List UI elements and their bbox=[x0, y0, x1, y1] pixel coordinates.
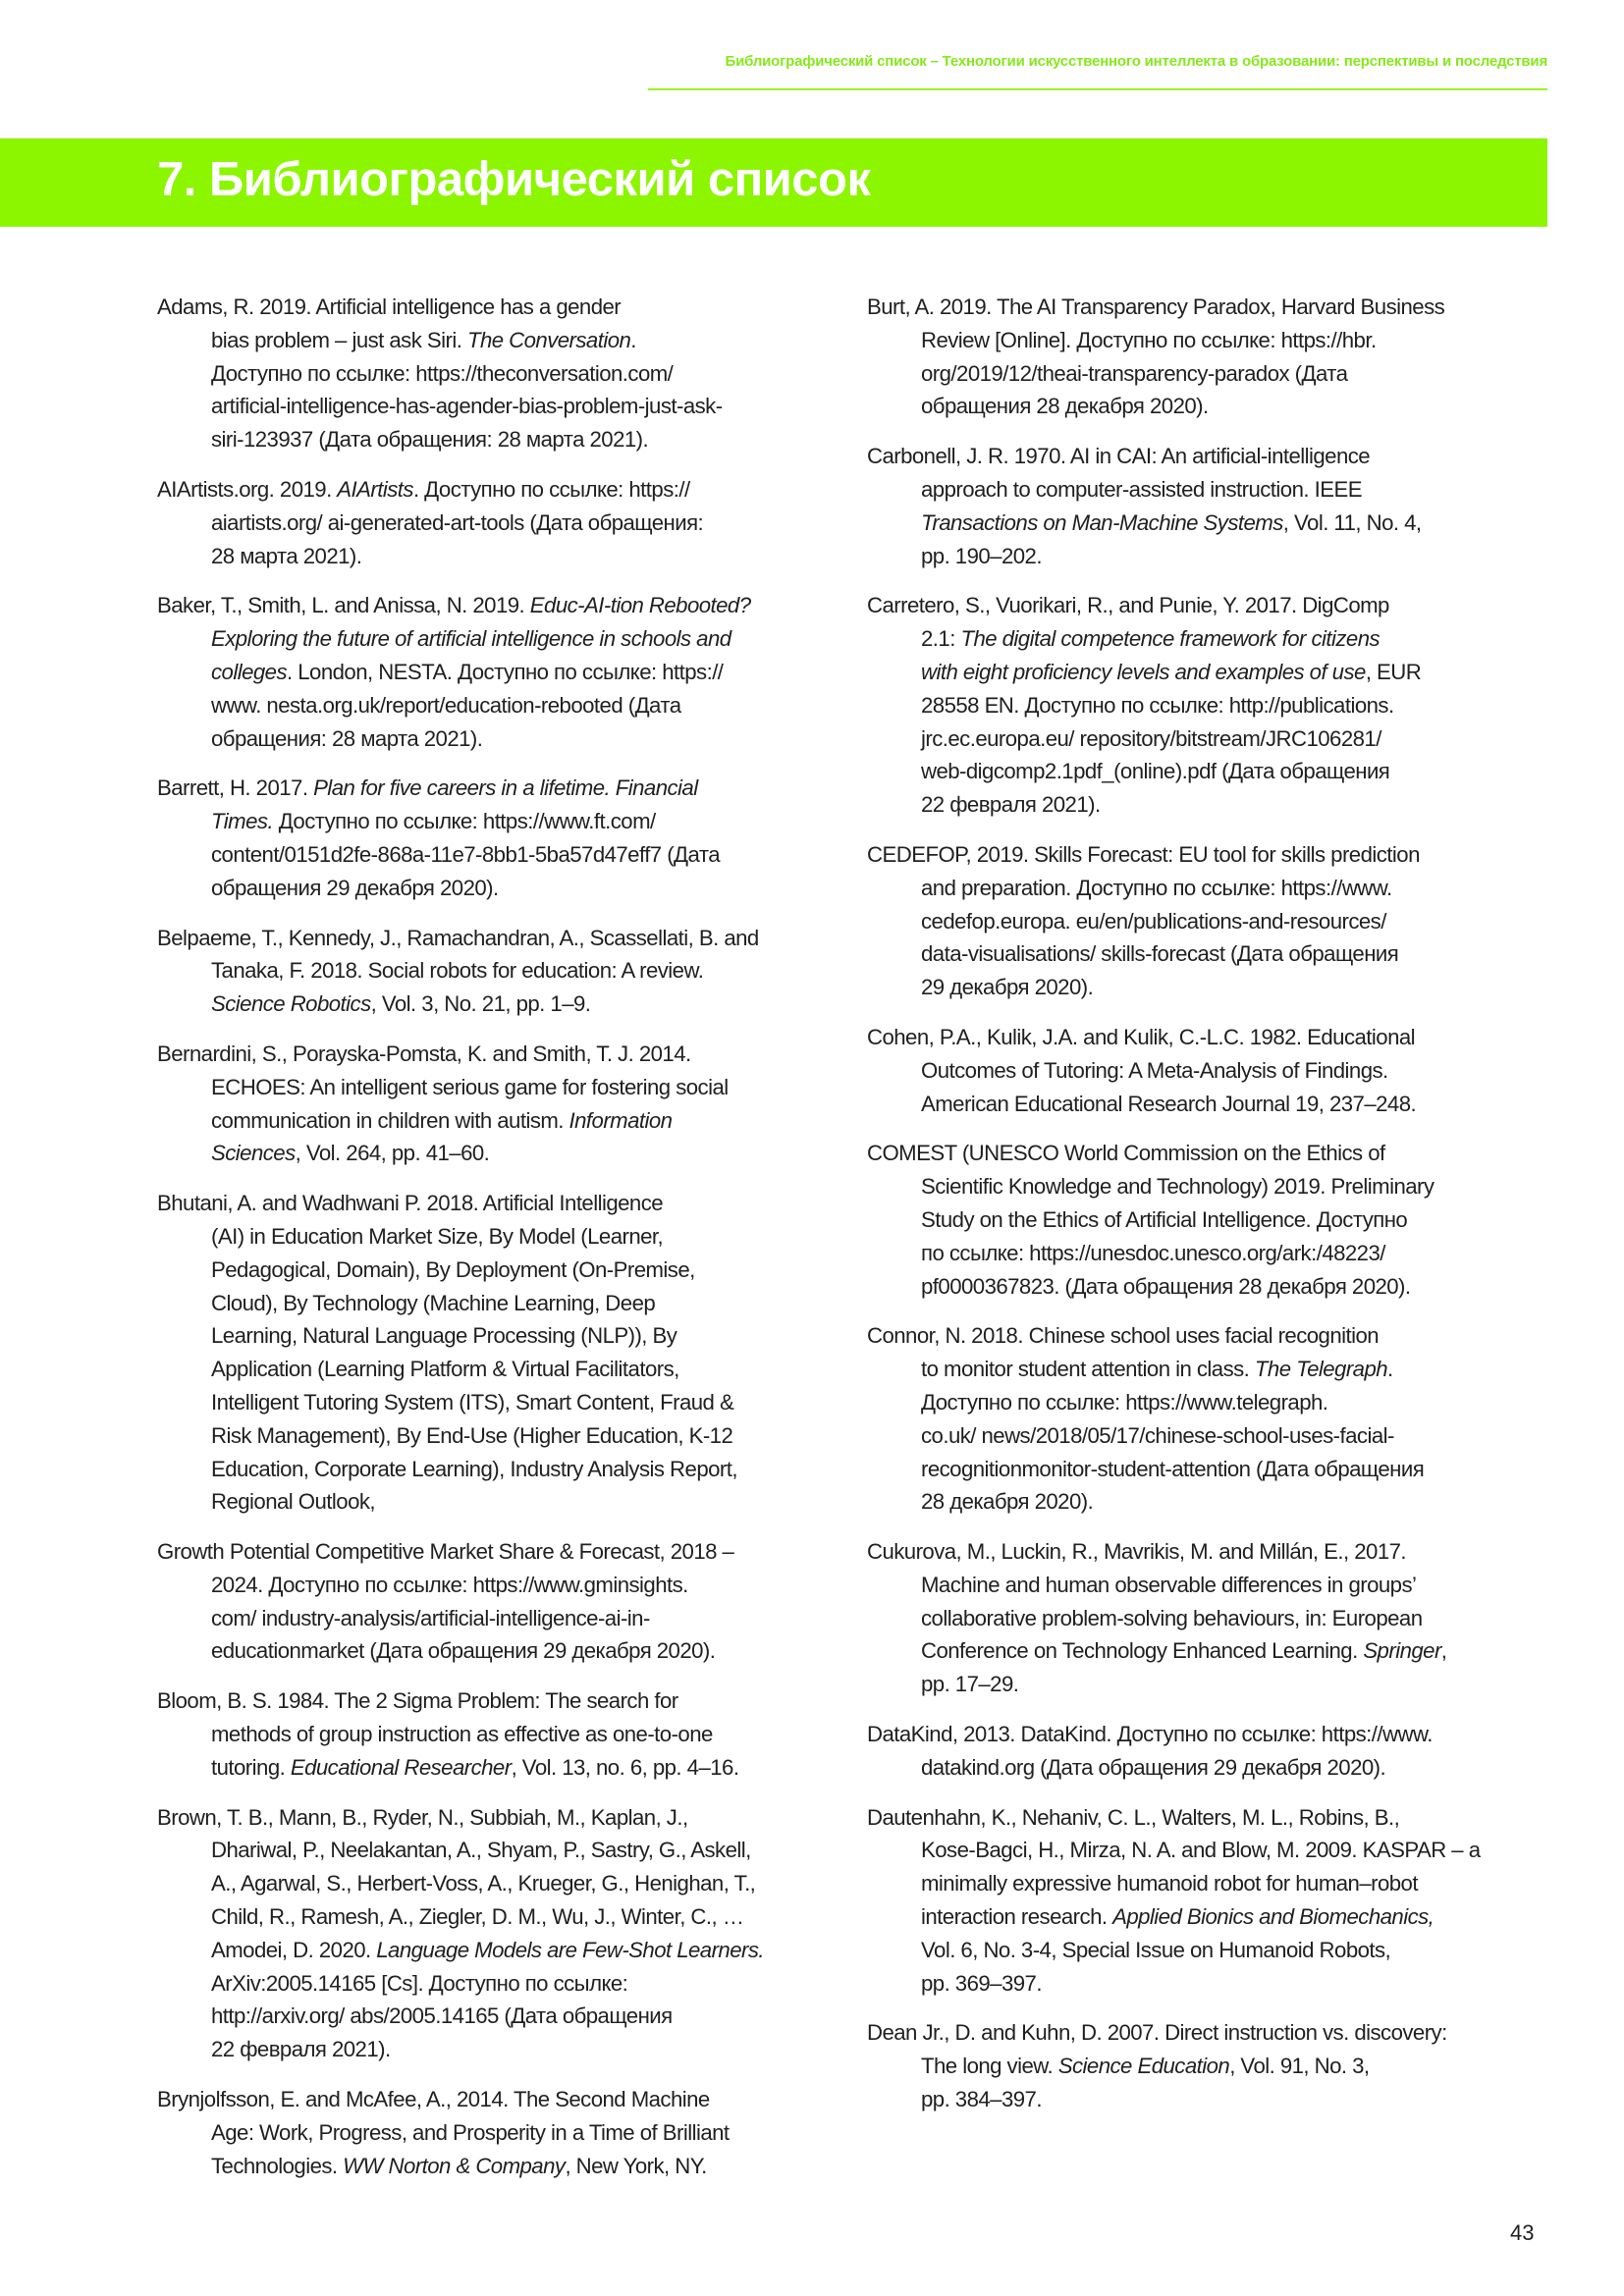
entry-continuation-line: Education, Corporate Learning), Industry Analysis Report, bbox=[211, 1456, 737, 1481]
entry-continuation-line: Risk Management), By End-Use (Higher Education, K-12 bbox=[211, 1422, 733, 1448]
entry-first-line: Cukurova, M., Luckin, R., Mavrikis, M. and Millán, E., 2017. bbox=[867, 1539, 1407, 1565]
entry-continuation-line: Amodei, D. 2020. Language Models are Few-Shot Learners. bbox=[211, 1937, 764, 1962]
section-banner bbox=[0, 138, 1547, 227]
bibliography-column-right bbox=[867, 291, 1554, 2133]
bibliography-entry bbox=[867, 1801, 1554, 2001]
entry-continuation-line: ArXiv:2005.14165 [Cs]. Доступно по ссылке: bbox=[211, 1970, 628, 1996]
entry-first-line: Adams, R. 2019. Artificial intelligence has a gender bbox=[157, 294, 622, 319]
entry-continuation-line: ECHOES: An intelligent serious game for fostering social bbox=[211, 1074, 729, 1099]
entry-continuation-line: Age: Work, Progress, and Prosperity in a Time of Brilliant bbox=[211, 2119, 730, 2145]
entry-continuation-line: data-visualisations/ skills-forecast (Дата обращения bbox=[921, 941, 1399, 967]
entry-continuation-line: to monitor student attention in class. The Telegraph. bbox=[921, 1357, 1393, 1382]
entry-continuation-line: and preparation. Доступно по ссылке: https://www. bbox=[921, 875, 1392, 900]
bibliography-entry bbox=[867, 589, 1554, 822]
entry-first-line: Baker, T., Smith, L. and Anissa, N. 2019. Educ-AI-tion Rebooted? bbox=[157, 593, 751, 618]
entry-continuation-line: pp. 17–29. bbox=[921, 1672, 1019, 1697]
entry-continuation-line: recognitionmonitor-student-attention (Дата обращения bbox=[921, 1456, 1425, 1481]
entry-continuation-line: 22 февраля 2021). bbox=[921, 792, 1101, 818]
entry-continuation-line: co.uk/ news/2018/05/17/chinese-school-uses-facial- bbox=[921, 1422, 1394, 1448]
entry-continuation-line: bias problem – just ask Siri. The Conversation. bbox=[211, 327, 636, 352]
entry-first-line: Dautenhahn, K., Nehaniv, C. L., Walters, M. L., Robins, B., bbox=[867, 1804, 1400, 1830]
entry-first-line: Brown, T. B., Mann, B., Ryder, N., Subbiah, M., Kaplan, J., bbox=[157, 1804, 688, 1830]
bibliography-entry bbox=[867, 1137, 1554, 1303]
entry-first-line: Carretero, S., Vuorikari, R., and Punie, Y. 2017. DigComp bbox=[867, 593, 1389, 618]
entry-first-line: Connor, N. 2018. Chinese school uses facial recognition bbox=[867, 1323, 1380, 1349]
bibliography-entry bbox=[157, 1187, 844, 1519]
entry-continuation-line: Conference on Technology Enhanced Learning. Springer, bbox=[921, 1638, 1447, 1664]
entry-continuation-line: Application (Learning Platform & Virtual Facilitators, bbox=[211, 1357, 679, 1382]
entry-continuation-line: Study on the Ethics of Artificial Intelligence. Доступно bbox=[921, 1206, 1408, 1232]
entry-continuation-line: обращения 29 декабря 2020). bbox=[211, 875, 499, 900]
entry-continuation-line: Kose-Bagci, H., Mirza, N. A. and Blow, M. 2009. KASPAR – a bbox=[921, 1838, 1481, 1863]
entry-first-line: Dean Jr., D. and Kuhn, D. 2007. Direct instruction vs. discovery: bbox=[867, 2020, 1447, 2046]
section-title: 7. Библиографический список bbox=[157, 153, 871, 206]
entry-continuation-line: pp. 190–202. bbox=[921, 543, 1042, 568]
entry-continuation-line: com/ industry-analysis/artificial-intelligence-ai-in- bbox=[211, 1605, 650, 1630]
entry-continuation-line: Доступно по ссылке: https://www.telegraph. bbox=[921, 1389, 1328, 1415]
bibliography-entry bbox=[867, 1535, 1554, 1701]
entry-first-line: Bloom, B. S. 1984. The 2 Sigma Problem: The search for bbox=[157, 1688, 678, 1714]
entry-continuation-line: по ссылке: https://unesdoc.unesco.org/ark:/48223/ bbox=[921, 1240, 1385, 1265]
entry-continuation-line: jrc.ec.europa.eu/ repository/bitstream/JRC106281/ bbox=[921, 725, 1381, 751]
bibliography-entry bbox=[157, 772, 844, 904]
entry-continuation-line: web-digcomp2.1pdf_(online).pdf (Дата обращения bbox=[921, 759, 1390, 784]
bibliography-column-left bbox=[157, 291, 844, 2199]
entry-first-line: Burt, A. 2019. The AI Transparency Paradox, Harvard Business bbox=[867, 294, 1445, 319]
entry-continuation-line: Outcomes of Tutoring: A Meta-Analysis of Findings. bbox=[921, 1057, 1388, 1083]
entry-continuation-line: Learning, Natural Language Processing (NLP)), By bbox=[211, 1323, 677, 1349]
entry-first-line: DataKind, 2013. DataKind. Доступно по ссылке: https://www. bbox=[867, 1722, 1433, 1747]
entry-continuation-line: tutoring. Educational Researcher, Vol. 13, no. 6, pp. 4–16. bbox=[211, 1754, 739, 1780]
entry-continuation-line: www. nesta.org.uk/report/education-rebooted (Дата bbox=[211, 692, 681, 718]
entry-continuation-line: with eight proficiency levels and examples of use, EUR bbox=[921, 659, 1422, 684]
entry-continuation-line: collaborative problem-solving behaviours, in: European bbox=[921, 1605, 1423, 1630]
bibliography-entry bbox=[157, 1801, 844, 2066]
entry-continuation-line: cedefop.europa. eu/en/publications-and-resources/ bbox=[921, 908, 1386, 934]
bibliography-entry bbox=[867, 440, 1554, 572]
entry-continuation-line: Dhariwal, P., Neelakantan, A., Shyam, P., Sastry, G., Askell, bbox=[211, 1838, 751, 1863]
entry-continuation-line: siri-123937 (Дата обращения: 28 марта 2021). bbox=[211, 427, 649, 453]
bibliography-entry bbox=[867, 291, 1554, 423]
entry-continuation-line: 2024. Доступно по ссылке: https://www.gminsights. bbox=[211, 1572, 688, 1597]
entry-first-line: CEDEFOP, 2019. Skills Forecast: EU tool for skills prediction bbox=[867, 841, 1420, 867]
entry-continuation-line: 28 декабря 2020). bbox=[921, 1489, 1094, 1515]
entry-continuation-line: (AI) in Education Market Size, By Model (Learner, bbox=[211, 1223, 664, 1249]
entry-continuation-line: 2.1: The digital competence framework for citizens bbox=[921, 626, 1380, 652]
entry-continuation-line: 28 марта 2021). bbox=[211, 543, 362, 568]
entry-continuation-line: pp. 369–397. bbox=[921, 1970, 1042, 1996]
entry-continuation-line: org/2019/12/theai-transparency-paradox (Дата bbox=[921, 360, 1348, 386]
entry-continuation-line: artificial-intelligence-has-agender-bias-problem-just-ask- bbox=[211, 394, 723, 419]
entry-first-line: AIArtists.org. 2019. AIArtists. Доступно по ссылке: https:// bbox=[157, 476, 690, 502]
bibliography-entry bbox=[867, 1718, 1554, 1785]
entry-continuation-line: Tanaka, F. 2018. Social robots for education: A review. bbox=[211, 958, 704, 984]
entry-first-line: Carbonell, J. R. 1970. AI in CAI: An artificial-intelligence bbox=[867, 444, 1371, 469]
entry-continuation-line: Technologies. WW Norton & Company, New York, NY. bbox=[211, 2153, 707, 2178]
entry-continuation-line: 28558 EN. Доступно по ссылке: http://publications. bbox=[921, 692, 1394, 718]
entry-continuation-line: обращения 28 декабря 2020). bbox=[921, 394, 1209, 419]
entry-continuation-line: Machine and human observable differences in groups’ bbox=[921, 1572, 1417, 1597]
bibliography-entry bbox=[157, 1535, 844, 1668]
entry-continuation-line: Science Robotics, Vol. 3, No. 21, pp. 1–9. bbox=[211, 991, 591, 1017]
entry-continuation-line: minimally expressive humanoid robot for human–robot bbox=[921, 1871, 1418, 1896]
entry-first-line: Bhutani, A. and Wadhwani P. 2018. Artificial Intelligence bbox=[157, 1191, 664, 1216]
entry-continuation-line: approach to computer-assisted instruction. IEEE bbox=[921, 476, 1362, 502]
entry-continuation-line: 29 декабря 2020). bbox=[921, 975, 1094, 1000]
entry-continuation-line: Exploring the future of artificial intelligence in schools and bbox=[211, 626, 731, 652]
entry-continuation-line: Regional Outlook, bbox=[211, 1489, 376, 1515]
entry-continuation-line: Vol. 6, No. 3-4, Special Issue on Humanoid Robots, bbox=[921, 1937, 1391, 1962]
entry-continuation-line: methods of group instruction as effective as one-to-one bbox=[211, 1722, 713, 1747]
bibliography-entry bbox=[157, 1684, 844, 1784]
entry-continuation-line: educationmarket (Дата обращения 29 декабря 2020). bbox=[211, 1638, 716, 1664]
entry-continuation-line: Scientific Knowledge and Technology) 2019. Preliminary bbox=[921, 1174, 1435, 1200]
bibliography-entry bbox=[867, 1021, 1554, 1120]
header-rule bbox=[648, 88, 1547, 90]
bibliography-entry bbox=[157, 2083, 844, 2182]
bibliography-entry bbox=[867, 838, 1554, 1004]
entry-continuation-line: Transactions on Man-Machine Systems, Vol. 11, No. 4, bbox=[921, 509, 1422, 535]
entry-continuation-line: pf0000367823. (Дата обращения 28 декабря 2020). bbox=[921, 1273, 1411, 1299]
entry-continuation-line: http://arxiv.org/ abs/2005.14165 (Дата обращения bbox=[211, 2003, 673, 2029]
entry-continuation-line: interaction research. Applied Bionics and Biomechanics, bbox=[921, 1904, 1435, 1930]
entry-continuation-line: The long view. Science Education, Vol. 91, No. 3, bbox=[921, 2054, 1370, 2079]
entry-continuation-line: Pedagogical, Domain), By Deployment (On-Premise, bbox=[211, 1256, 695, 1282]
entry-continuation-line: communication in children with autism. Information bbox=[211, 1107, 673, 1133]
entry-first-line: Brynjolfsson, E. and McAfee, A., 2014. The Second Machine bbox=[157, 2087, 710, 2112]
entry-continuation-line: Child, R., Ramesh, A., Ziegler, D. M., Wu, J., Winter, C., … bbox=[211, 1904, 744, 1930]
bibliography-entry bbox=[157, 922, 844, 1021]
entry-continuation-line: pp. 384–397. bbox=[921, 2087, 1042, 2112]
entry-continuation-line: обращения: 28 марта 2021). bbox=[211, 725, 483, 751]
entry-continuation-line: A., Agarwal, S., Herbert-Voss, A., Krueger, G., Henighan, T., bbox=[211, 1871, 756, 1896]
entry-first-line: Barrett, H. 2017. Plan for five careers in a lifetime. Financial bbox=[157, 775, 698, 801]
entry-first-line: Belpaeme, T., Kennedy, J., Ramachandran, A., Scassellati, B. and bbox=[157, 925, 759, 950]
running-header-title: Библиографический список – Технологии искусственного интеллекта в образовании: перспективы и последствия bbox=[725, 53, 1547, 70]
entry-first-line: Cohen, P.A., Kulik, J.A. and Kulik, C.-L.C. 1982. Educational bbox=[867, 1024, 1416, 1049]
bibliography-entry bbox=[157, 291, 844, 456]
bibliography-entry bbox=[157, 1038, 844, 1170]
entry-continuation-line: Intelligent Tutoring System (ITS), Smart Content, Fraud & bbox=[211, 1389, 734, 1415]
entry-continuation-line: 22 февраля 2021). bbox=[211, 2037, 391, 2062]
entry-continuation-line: Доступно по ссылке: https://theconversation.com/ bbox=[211, 360, 674, 386]
entry-continuation-line: Times. Доступно по ссылке: https://www.ft.com/ bbox=[211, 809, 656, 834]
entry-continuation-line: content/0151d2fe-868a-11e7-8bb1-5ba57d47eff7 (Дата bbox=[211, 841, 720, 867]
entry-continuation-line: American Educational Research Journal 19, 237–248. bbox=[921, 1091, 1417, 1116]
bibliography-entry bbox=[867, 2016, 1554, 2115]
page-number: 43 bbox=[1510, 2220, 1535, 2245]
entry-continuation-line: Review [Online]. Доступно по ссылке: https://hbr. bbox=[921, 327, 1377, 352]
entry-continuation-line: colleges. London, NESTA. Доступно по ссылке: https:// bbox=[211, 659, 724, 684]
entry-first-line: COMEST (UNESCO World Commission on the Ethics of bbox=[867, 1141, 1385, 1166]
bibliography-entry bbox=[157, 589, 844, 755]
bibliography-entry bbox=[157, 473, 844, 572]
entry-continuation-line: Sciences, Vol. 264, pp. 41–60. bbox=[211, 1141, 490, 1166]
entry-first-line: Bernardini, S., Porayska-Pomsta, K. and Smith, T. J. 2014. bbox=[157, 1041, 691, 1066]
entry-continuation-line: Cloud), By Technology (Machine Learning, Deep bbox=[211, 1290, 656, 1315]
bibliography-entry bbox=[867, 1319, 1554, 1519]
entry-first-line: Growth Potential Competitive Market Share & Forecast, 2018 – bbox=[157, 1539, 734, 1565]
entry-continuation-line: datakind.org (Дата обращения 29 декабря 2020). bbox=[921, 1754, 1386, 1780]
entry-continuation-line: aiartists.org/ ai-generated-art-tools (Дата обращения: bbox=[211, 509, 704, 535]
